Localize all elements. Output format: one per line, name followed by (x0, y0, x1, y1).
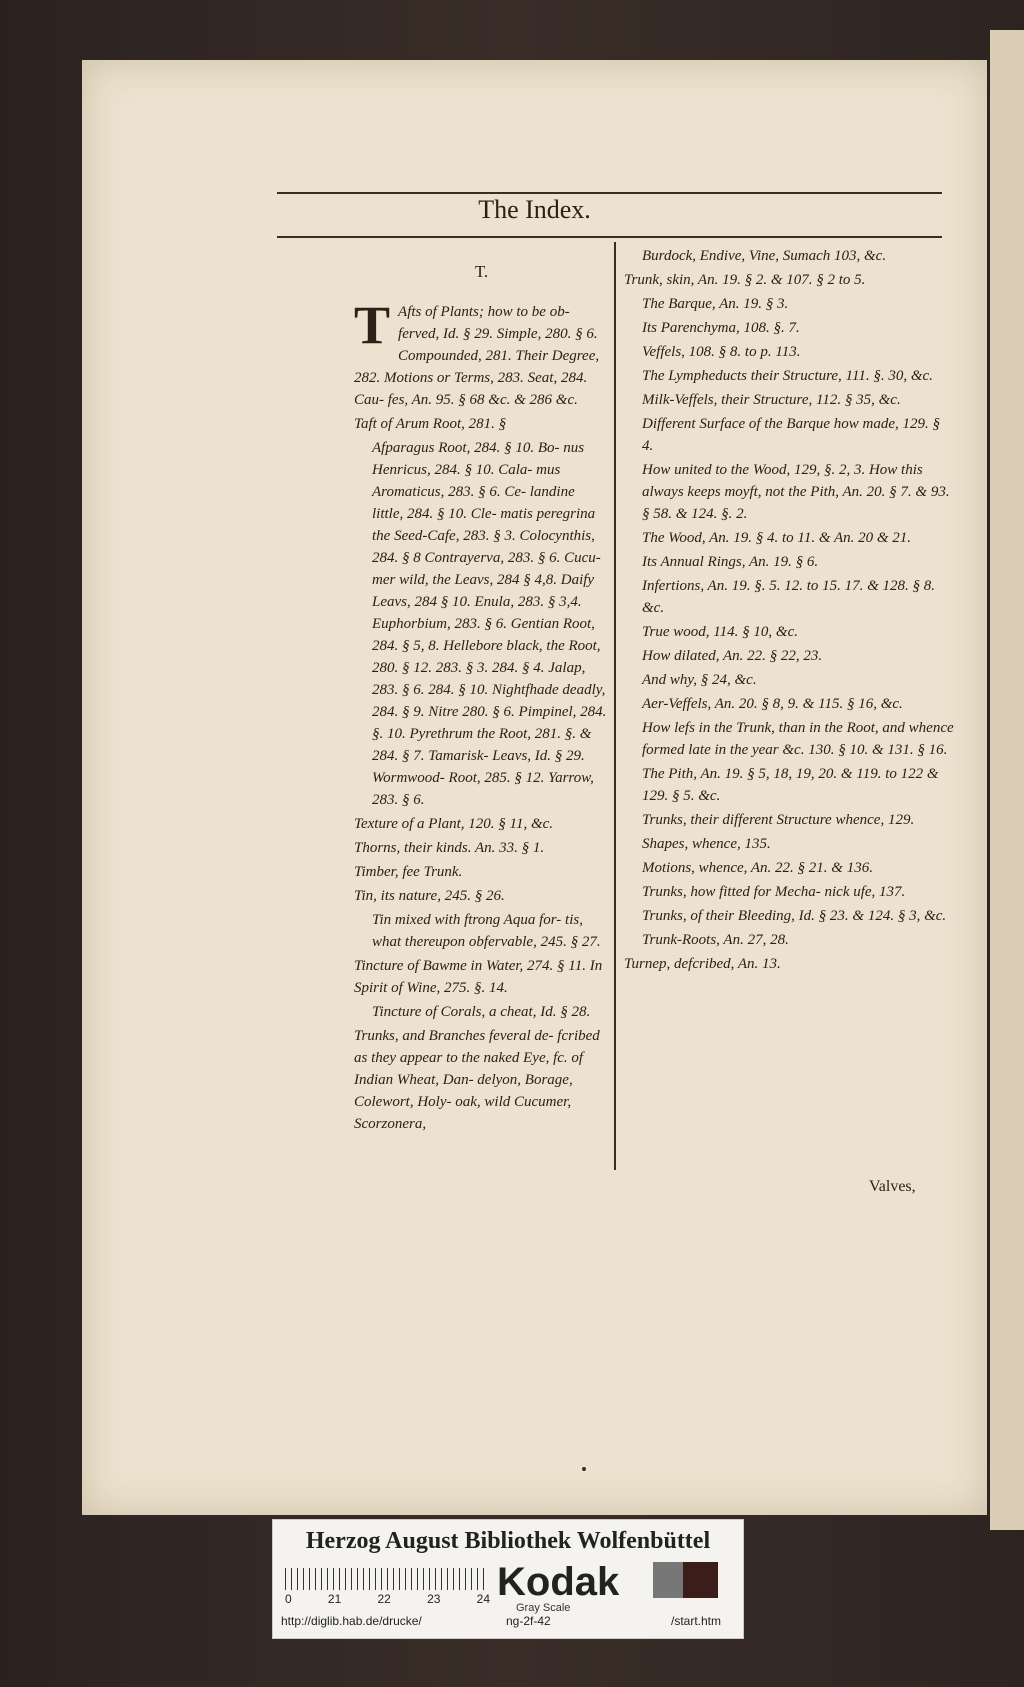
index-entry: Tincture of Bawme in Water, 274. § 11. In Spirit of Wine, 275. §. 14. (354, 958, 603, 996)
index-entry: And why, § 24, &c. (642, 672, 757, 688)
facing-page-edge (990, 30, 1024, 1530)
shelfmark: ng-2f-42 (506, 1614, 551, 1628)
index-entry: The Wood, An. 19. § 4. to 11. & An. 20 & 21. (642, 530, 912, 546)
entry-text: Afts of Plants; how to be ob- ferved, Id. § 29. Simple, 280. § 6. Compounded, 281. Their Degree, 282. Motions or Terms, 283. Seat, 284. Cau- fes, An. 95. § 68 &c. & 286 &c. (354, 304, 600, 408)
index-entry: Taft of Arum Root, 281. § (354, 416, 507, 432)
index-entry: Tin, its nature, 245. § 26. (354, 888, 505, 904)
left-column (354, 255, 609, 1137)
index-entry: Trunks, of their Bleeding, Id. § 23. & 124. § 3, &c. (642, 908, 947, 924)
index-entry: How dilated, An. 22. § 22, 23. (642, 648, 823, 664)
index-entry: The Barque, An. 19. § 3. (642, 296, 789, 312)
column-divider (614, 242, 616, 1170)
index-entry: Trunk, skin, An. 19. § 2. & 107. § 2 to 5. (624, 272, 866, 288)
index-entry: Motions, whence, An. 22. § 21. & 136. (642, 860, 873, 876)
index-entry: Trunks, how fitted for Mecha- nick ufe, 137. (642, 884, 906, 900)
index-entry: Its Parenchyma, 108. §. 7. (642, 320, 800, 336)
index-entry (354, 295, 609, 411)
ruler-scale (285, 1568, 485, 1590)
index-entry: Afparagus Root, 284. § 10. Bo- nus Henricus, 284. § 10. Cala- mus Aromaticus, 283. § 6. Ce- landine little, 284. § 10. Cle- matis peregrina the Seed-Cafe, 283. § 3. Colocynthis, 284. § 8 Contrayerva, 283. § 6. Cucu- mer wild, the Leavs, 284 § 4,8. Daify Leavs, 284 § 10. Enula, 283. § 3,4. Euphorbium, 283. § 6. Gentian Root, 284. § 5, 8. Hellebore black, the Root, 280. § 12. 283. § 3. 284. § 4. Jalap, 283. § 6. 284. § 10. Nightfhade deadly, 284. § 9. Nitre 280. § 6. Pimpinel, 284. §. 10. Pyrethrum the Root, 281. §. & 284. § 7. Tamarisk- Leavs, Id. § 29. Wormwood- Root, 285. § 12. Yarrow, 283. § 6. (372, 440, 607, 808)
index-entry: The Pith, An. 19. § 5, 18, 19, 20. & 119. to 122 & 129. § 5. &c. (642, 766, 939, 804)
top-rule (277, 192, 942, 194)
ruler-number: 23 (427, 1592, 441, 1606)
index-entry: Different Surface of the Barque how made, 129. § 4. (642, 416, 941, 454)
index-entry: Thorns, their kinds. An. 33. § 1. (354, 840, 545, 856)
index-entry: Texture of a Plant, 120. § 11, &c. (354, 816, 554, 832)
section-letter: T. (474, 262, 489, 281)
index-entry: Timber, fee Trunk. (354, 864, 463, 880)
dark-swatch (683, 1562, 718, 1598)
ruler-numbers (285, 1592, 490, 1606)
kodak-logo: Kodak (497, 1560, 620, 1604)
color-calibration-card (272, 1519, 744, 1639)
index-entry: Tin mixed with ftrong Aqua for- tis, what thereupon obfervable, 245. § 27. (372, 912, 601, 950)
gray-swatch (653, 1562, 683, 1598)
index-entry: Infertions, An. 19. §. 5. 12. to 15. 17. & 128. § 8. &c. (642, 578, 936, 616)
index-entry: Shapes, whence, 135. (642, 836, 771, 852)
ruler-number: 22 (377, 1592, 391, 1606)
ruler-number: 24 (476, 1592, 490, 1606)
index-entry: True wood, 114. § 10, &c. (642, 624, 798, 640)
index-entry: Tincture of Corals, a cheat, Id. § 28. (372, 1004, 591, 1020)
page-title: The Index. (478, 195, 591, 224)
book-page (82, 60, 987, 1515)
index-entry: Burdock, Endive, Vine, Sumach 103, &c. (642, 248, 887, 264)
gray-scale-label: Gray Scale (516, 1602, 571, 1614)
index-entry: Its Annual Rings, An. 19. § 6. (642, 554, 819, 570)
url-text: http://diglib.hab.de/drucke/ (281, 1614, 422, 1628)
index-entry: The Lympheducts their Structure, 111. §. 30, &c. (642, 368, 933, 384)
index-entry: Aer-Veffels, An. 20. § 8, 9. & 115. § 16, &c. (642, 696, 903, 712)
index-entry: Turnep, defcribed, An. 13. (624, 956, 781, 972)
library-name: Herzog August Bibliothek Wolfenbüttel (305, 1528, 711, 1554)
index-entry: Milk-Veffels, their Structure, 112. § 35, &c. (642, 392, 901, 408)
index-entry: Trunk-Roots, An. 27, 28. (642, 932, 789, 948)
header-rule (277, 236, 942, 238)
index-entry: Trunks, and Branches feveral de- fcribed as they appear to the naked Eye, fc. of Indian Wheat, Dan- delyon, Borage, Colewort, Holy- oak, wild Cucumer, Scorzonera, (354, 1028, 600, 1132)
index-entry: Trunks, their different Structure whence, 129. (642, 812, 915, 828)
index-entry: Veffels, 108. § 8. to p. 113. (642, 344, 801, 360)
ruler-number: 21 (327, 1592, 342, 1606)
page-speck (582, 1467, 586, 1471)
start-link: /start.htm (671, 1614, 722, 1628)
index-entry: How united to the Wood, 129, §. 2, 3. How this always keeps moyft, not the Pith, An. 20. § 7. & 93. § 58. & 124. §. 2. (642, 462, 950, 522)
ruler-number: 0 (285, 1592, 292, 1606)
drop-cap: T (354, 295, 391, 355)
index-entry: How lefs in the Trunk, than in the Root, and whence formed late in the year &c. 130. § 10. & 131. § 16. (642, 720, 954, 758)
catchword: Valves, (869, 1178, 916, 1195)
right-column (624, 245, 954, 977)
